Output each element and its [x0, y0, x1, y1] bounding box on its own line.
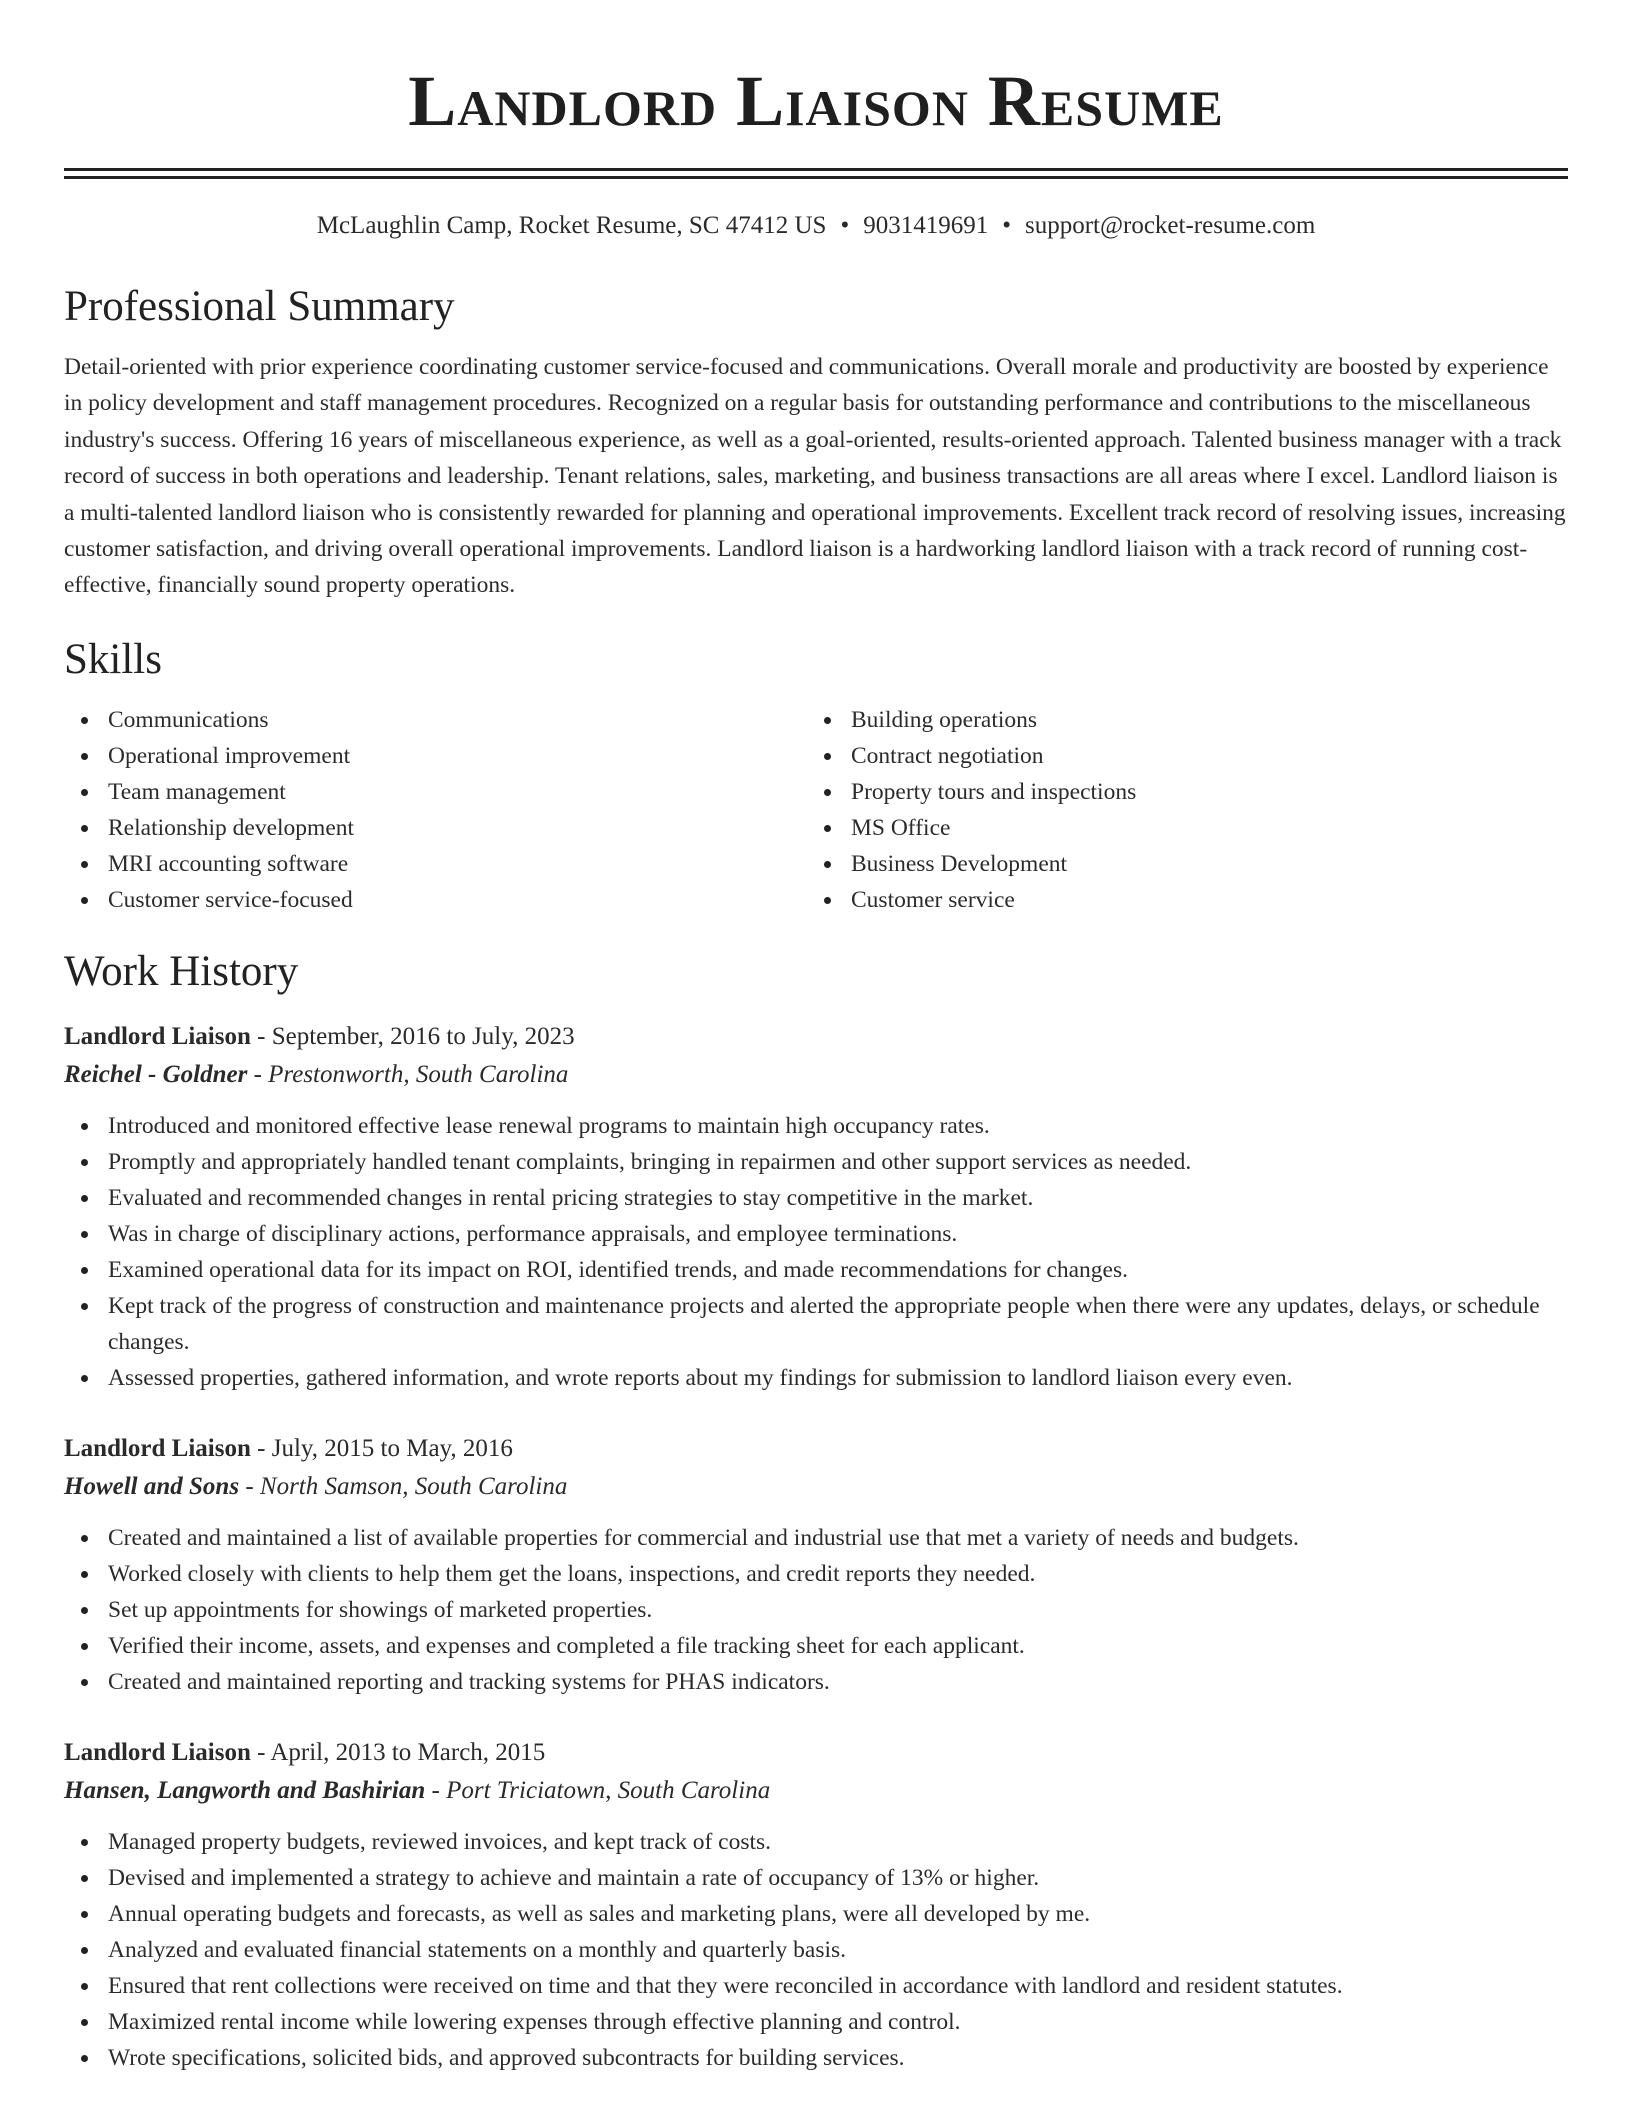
job-entry [64, 1430, 1568, 1700]
company-line [64, 1468, 1568, 1506]
contact-phone: 9031419691 [863, 212, 989, 239]
contact-separator: • [840, 212, 850, 239]
job-duty: Examined operational data for its impact on ROI, identified trends, and made recommendations for changes. [64, 1252, 1568, 1288]
company-name: Howell and Sons [64, 1472, 240, 1500]
skills-left-list [64, 702, 807, 918]
skill-item: MS Office [807, 810, 1550, 846]
job-duty: Devised and implemented a strategy to achieve and maintain a rate of occupancy of 13% or higher. [64, 1860, 1568, 1896]
job-duty: Worked closely with clients to help them get the loans, inspections, and credit reports they needed. [64, 1556, 1568, 1592]
skill-item: Relationship development [64, 810, 807, 846]
skill-item: Contract negotiation [807, 738, 1550, 774]
resume-title: Landlord Liaison Resume [408, 61, 1224, 141]
company-location: - Prestonworth, South Carolina [247, 1060, 569, 1088]
job-duty: Kept track of the progress of construction and maintenance projects and alerted the appropriate people when there were any updates, delays, or schedule changes. [64, 1288, 1568, 1360]
job-duty: Assessed properties, gathered information, and wrote reports about my findings for submission to landlord liaison every even. [64, 1360, 1568, 1396]
job-duties-list [64, 1108, 1568, 1396]
job-duty: Managed property budgets, reviewed invoices, and kept track of costs. [64, 1824, 1568, 1860]
job-duty: Set up appointments for showings of marketed properties. [64, 1592, 1568, 1628]
company-location: - North Samson, South Carolina [239, 1472, 568, 1500]
job-duty: Introduced and monitored effective lease renewal programs to maintain high occupancy rates. [64, 1108, 1568, 1144]
skill-item: Customer service-focused [64, 882, 807, 918]
skills-right-list [807, 702, 1550, 918]
skill-item: Operational improvement [64, 738, 807, 774]
skill-item: Building operations [807, 702, 1550, 738]
job-duty: Created and maintained reporting and tracking systems for PHAS indicators. [64, 1664, 1568, 1700]
skill-item: Communications [64, 702, 807, 738]
skills-heading: Skills [64, 635, 162, 683]
company-name: Reichel - Goldner [64, 1060, 248, 1088]
contact-address: McLaughlin Camp, Rocket Resume, SC 47412 US [316, 212, 827, 239]
job-entry [64, 1734, 1568, 2076]
company-line [64, 1056, 1568, 1094]
job-duty: Analyzed and evaluated financial statements on a monthly and quarterly basis. [64, 1932, 1568, 1968]
job-duty: Ensured that rent collections were received on time and that they were reconciled in accordance with landlord and resident statutes. [64, 1968, 1568, 2004]
work-history-heading: Work History [64, 947, 299, 995]
job-title-line [64, 1430, 1568, 1468]
title-double-rule [64, 168, 1568, 179]
contact-separator: • [1002, 212, 1011, 239]
job-duty: Annual operating budgets and forecasts, as well as sales and marketing plans, were all developed by me. [64, 1896, 1568, 1932]
skill-item: Customer service [807, 882, 1550, 918]
job-dates: - July, 2015 to May, 2016 [250, 1434, 513, 1462]
job-duties-list [64, 1520, 1568, 1700]
job-dates: - September, 2016 to July, 2023 [250, 1022, 575, 1050]
summary-text: Detail-oriented with prior experience coordinating customer service-focused and communications. Overall morale and productivity are boosted by experience in policy development and staff management procedures. Recognized on a regular basis for outstanding performance and contributions to the miscellaneous industry's success. Offering 16 years of miscellaneous experience, as well as a goal-oriented, results-oriented approach. Talented business manager with a track record of success in both operations and leadership. Tenant relations, sales, marketing, and business transactions are all areas where I excel. Landlord liaison is a multi-talented landlord liaison who is consistently rewarded for planning and operational improvements. Excellent track record of resolving issues, increasing customer satisfaction, and driving overall operational improvements. Landlord liaison is a hardworking landlord liaison with a track record of running cost-effective, financially sound property operations. [64, 354, 1566, 599]
skill-item: Business Development [807, 846, 1550, 882]
skill-item: Team management [64, 774, 807, 810]
job-title-line [64, 1734, 1568, 1772]
job-duty: Created and maintained a list of available properties for commercial and industrial use that met a variety of needs and budgets. [64, 1520, 1568, 1556]
job-duty: Verified their income, assets, and expenses and completed a file tracking sheet for each applicant. [64, 1628, 1568, 1664]
summary-heading: Professional Summary [64, 283, 455, 330]
skill-item: MRI accounting software [64, 846, 807, 882]
job-title: Landlord Liaison [64, 1434, 251, 1462]
contact-line [64, 209, 1568, 243]
skills-columns [64, 702, 1568, 918]
job-dates: - April, 2013 to March, 2015 [250, 1738, 546, 1766]
job-title: Landlord Liaison [64, 1022, 251, 1050]
job-entry [64, 1018, 1568, 1396]
job-duties-list [64, 1824, 1568, 2076]
job-duty: Wrote specifications, solicited bids, and approved subcontracts for building services. [64, 2040, 1568, 2076]
job-title-line [64, 1018, 1568, 1056]
job-duty: Maximized rental income while lowering expenses through effective planning and control. [64, 2004, 1568, 2040]
company-line [64, 1772, 1568, 1810]
company-location: - Port Triciatown, South Carolina [425, 1776, 771, 1804]
job-duty: Promptly and appropriately handled tenant complaints, bringing in repairmen and other support services as needed. [64, 1144, 1568, 1180]
job-duty: Evaluated and recommended changes in rental pricing strategies to stay competitive in the market. [64, 1180, 1568, 1216]
job-duty: Was in charge of disciplinary actions, performance appraisals, and employee terminations. [64, 1216, 1568, 1252]
contact-email: support@rocket-resume.com [1024, 212, 1316, 239]
job-title: Landlord Liaison [64, 1738, 251, 1766]
skill-item: Property tours and inspections [807, 774, 1550, 810]
company-name: Hansen, Langworth and Bashirian [64, 1776, 426, 1804]
